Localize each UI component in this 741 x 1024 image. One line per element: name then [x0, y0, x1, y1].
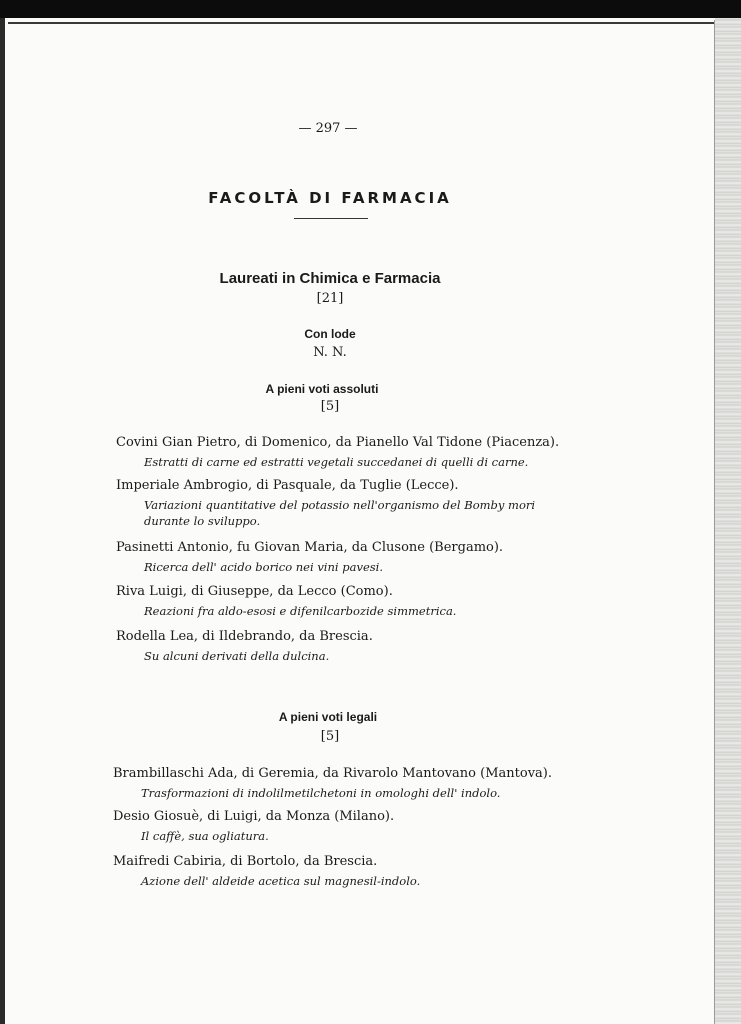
list-item: [116, 539, 576, 575]
graduate-name: Brambillaschi Ada, di Geremia, da Rivarolo Mantovano (Mantova).: [113, 766, 552, 781]
assoluti-heading: A pieni voti assoluti: [265, 382, 379, 396]
legali-count: [5]: [320, 729, 340, 744]
thesis-title: Ricerca dell' acido borico nei vini pavesi.: [144, 560, 383, 574]
page-number: — 297 —: [298, 121, 358, 136]
degree-title: Laureati in Chimica e Farmacia: [219, 270, 441, 287]
list-item: [116, 628, 576, 664]
assoluti-count: [5]: [320, 399, 340, 414]
scan-top-edge: [0, 0, 741, 18]
graduate-name: Maifredi Cabiria, di Bortolo, da Brescia.: [113, 854, 378, 869]
thesis-title: Trasformazioni di indolilmetilchetoni in omologhi dell' indolo.: [141, 786, 501, 800]
list-item: [113, 765, 573, 801]
list-item: [113, 808, 573, 844]
list-item: [116, 583, 576, 619]
list-item: [116, 434, 576, 470]
page-top-line: [8, 22, 714, 24]
thesis-title: Estratti di carne ed estratti vegetali succedanei di quelli di carne.: [144, 455, 529, 469]
graduate-name: Covini Gian Pietro, di Domenico, da Pianello Val Tidone (Piacenza).: [116, 435, 560, 450]
graduate-name: Riva Luigi, di Giuseppe, da Lecco (Como).: [116, 584, 393, 599]
graduate-name: Imperiale Ambrogio, di Pasquale, da Tuglie (Lecce).: [116, 478, 459, 493]
thesis-title: Azione dell' aldeide acetica sul magnesil-indolo.: [141, 874, 421, 888]
thesis-title: Reazioni fra aldo-esosi e difenilcarbozide simmetrica.: [144, 604, 457, 618]
thesis-title: Su alcuni derivati della dulcina.: [144, 649, 330, 663]
list-item: [113, 853, 573, 889]
thesis-title: Variazioni quantitative del potassio nell'organismo del Bomby mori durante lo sviluppo.: [144, 498, 536, 528]
con-lode-heading: Con lode: [304, 327, 356, 341]
con-lode-value: N. N.: [313, 345, 347, 360]
scan-left-edge: [0, 18, 5, 1024]
page-border-line: [714, 20, 715, 1024]
graduate-name: Rodella Lea, di Ildebrando, da Brescia.: [116, 629, 373, 644]
scan-right-edge: [715, 18, 741, 1024]
faculty-title: FACOLTÀ DI FARMACIA: [208, 189, 452, 207]
graduate-name: Desio Giosuè, di Luigi, da Monza (Milano).: [113, 809, 395, 824]
thesis-title: Il caffè, sua ogliatura.: [141, 829, 269, 843]
title-underline: [294, 218, 368, 219]
list-item: [116, 477, 576, 529]
legali-heading: A pieni voti legali: [278, 710, 378, 724]
degree-count: [21]: [316, 291, 344, 306]
graduate-name: Pasinetti Antonio, fu Giovan Maria, da Clusone (Bergamo).: [116, 540, 504, 555]
